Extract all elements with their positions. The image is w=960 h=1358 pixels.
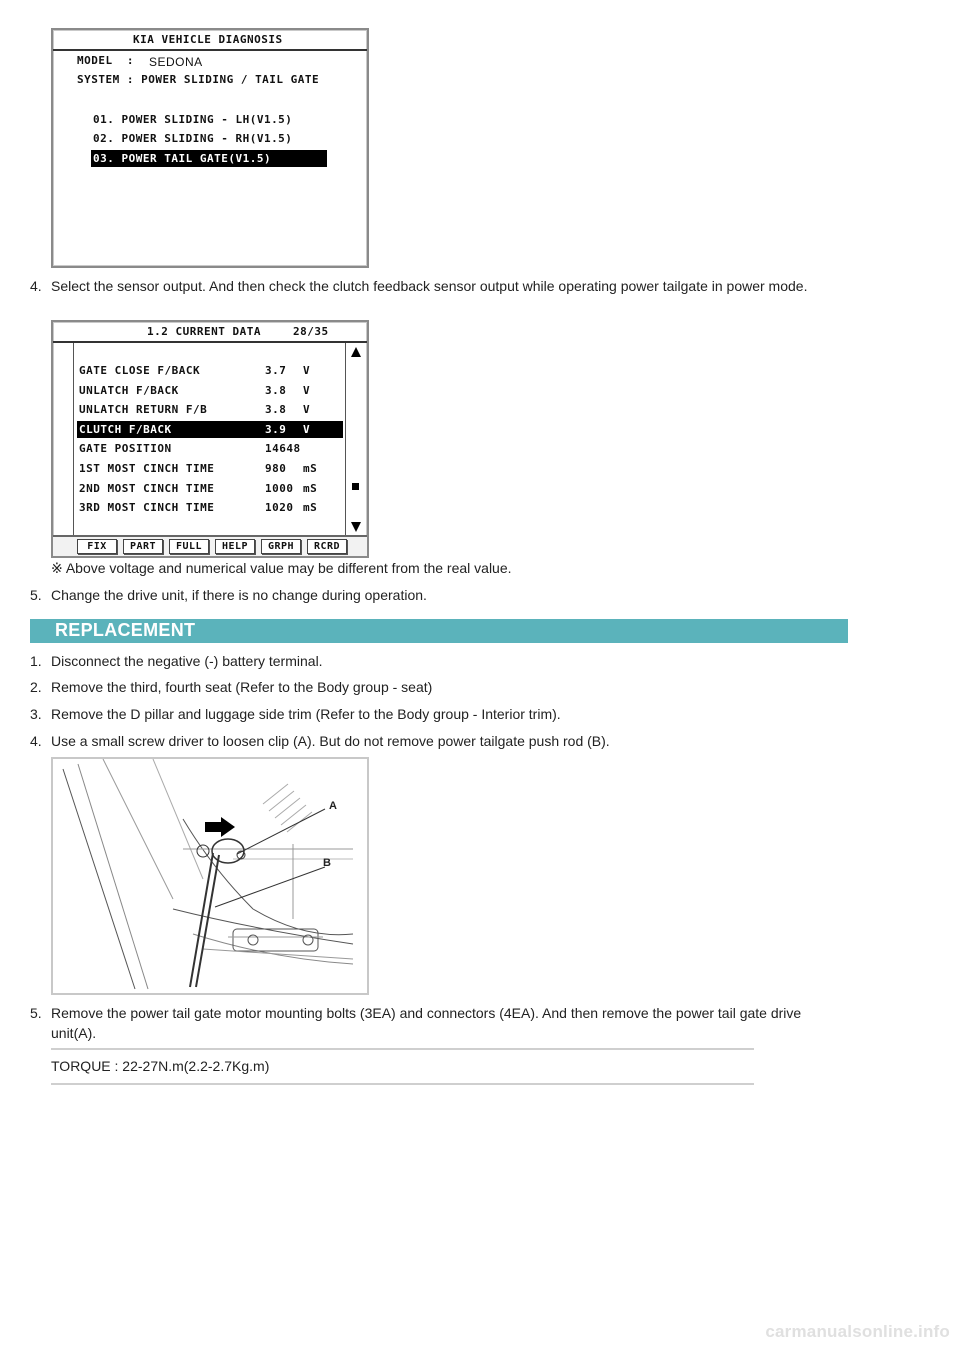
data-row-value: 1020	[265, 501, 294, 515]
step-number: 4.	[30, 733, 42, 749]
scrollbar[interactable]	[345, 343, 366, 536]
data-row-unit: V	[303, 383, 311, 397]
help-button[interactable]: HELP	[215, 539, 255, 554]
data-row-value: 14648	[265, 442, 301, 456]
section-title: REPLACEMENT	[55, 620, 196, 640]
data-row-name: UNLATCH RETURN F/B	[79, 403, 208, 417]
replacement-step-5	[0, 1003, 960, 1043]
rcrd-button[interactable]: RCRD	[307, 539, 347, 554]
replacement-step-4	[0, 731, 960, 751]
diagnosis-screen-header	[53, 30, 367, 51]
scroll-down-icon[interactable]	[351, 522, 361, 532]
data-row-name: CLUTCH F/BACK	[79, 422, 172, 436]
step-4	[0, 276, 960, 316]
data-row-unit: V	[303, 422, 311, 436]
system-label: SYSTEM : POWER SLIDING / TAIL GATE	[77, 73, 320, 86]
system-item-selected[interactable]	[91, 150, 327, 167]
step-text: Disconnect the negative (-) battery terminal.	[51, 653, 323, 669]
step-5	[0, 585, 960, 605]
label-b: B	[323, 857, 331, 869]
system-item-label: 03. POWER TAIL GATE(V1.5)	[93, 152, 272, 165]
replacement-step-1	[0, 651, 960, 671]
step-number: 3.	[30, 706, 42, 722]
data-row-name: GATE CLOSE F/BACK	[79, 364, 201, 377]
step-number: 5.	[30, 1005, 42, 1021]
part-button[interactable]: PART	[123, 539, 163, 554]
current-data-title: 1.2 CURRENT DATA	[147, 325, 261, 338]
data-row-value: 3.8	[265, 383, 287, 397]
step-text: Select the sensor output. And then check the clutch feedback sensor output while operating power tailgate in power mode.	[51, 278, 808, 294]
diagnosis-screen	[51, 28, 369, 268]
step-number: 4.	[30, 278, 42, 294]
system-item-label: 01. POWER SLIDING - LH(V1.5)	[93, 113, 293, 126]
torque-spec	[51, 1048, 754, 1084]
data-row-unit: V	[303, 364, 311, 377]
data-row-selected[interactable]	[77, 421, 343, 438]
scroll-thumb[interactable]	[352, 483, 359, 490]
data-row-name: GATE POSITION	[79, 442, 172, 456]
section-header-replacement	[30, 619, 848, 643]
data-row-unit: mS	[303, 481, 318, 495]
step-number: 5.	[30, 587, 42, 603]
system-item-label: 02. POWER SLIDING - RH(V1.5)	[93, 132, 293, 145]
data-row-name: 3RD MOST CINCH TIME	[79, 501, 215, 515]
step-text: Use a small screw driver to loosen clip (A). But do not remove power tailgate push rod (B).	[51, 733, 610, 749]
fix-button[interactable]: FIX	[77, 539, 117, 554]
model-value: SEDONA	[149, 55, 203, 69]
system-item[interactable]	[91, 130, 327, 147]
data-row[interactable]	[77, 401, 343, 418]
data-row-unit: V	[303, 403, 311, 417]
data-row-value: 980	[265, 462, 287, 475]
label-a: A	[329, 800, 337, 812]
data-row-value: 3.9	[265, 422, 287, 436]
grph-button[interactable]: GRPH	[261, 539, 301, 554]
step-text: Remove the third, fourth seat (Refer to the Body group - seat)	[51, 679, 433, 695]
data-row-value: 1000	[265, 481, 294, 495]
diagnosis-screen-title: KIA VEHICLE DIAGNOSIS	[133, 33, 283, 46]
torque-value: TORQUE : 22-27N.m(2.2-2.7Kg.m)	[51, 1058, 270, 1074]
data-row[interactable]	[77, 480, 343, 497]
function-button-bar	[53, 535, 367, 556]
site-watermark: carmanualsonline.info	[765, 1322, 950, 1341]
system-item[interactable]	[91, 111, 327, 128]
data-row[interactable]	[77, 499, 343, 516]
left-gutter	[53, 343, 74, 536]
current-data-page: 28/35	[293, 325, 329, 338]
tailgate-push-rod-figure	[51, 757, 369, 995]
note: ※ Above voltage and numerical value may be different from the real value.	[51, 560, 512, 576]
data-row[interactable]	[77, 362, 343, 379]
replacement-step-2	[0, 677, 960, 697]
data-row-unit: mS	[303, 501, 318, 515]
torque-top-rule	[51, 1048, 754, 1050]
step-number: 1.	[30, 653, 42, 669]
data-row[interactable]	[77, 440, 343, 457]
push-rod-illustration	[53, 759, 367, 993]
torque-bottom-rule	[51, 1083, 754, 1085]
data-row-name: 2ND MOST CINCH TIME	[79, 481, 215, 495]
current-data-screen	[51, 320, 369, 558]
data-row-unit: mS	[303, 462, 318, 475]
data-row-value: 3.7	[265, 364, 287, 377]
data-row-value: 3.8	[265, 403, 287, 417]
scroll-up-icon[interactable]	[351, 347, 361, 357]
step-text: Remove the D pillar and luggage side trim (Refer to the Body group - Interior trim).	[51, 706, 561, 722]
full-button[interactable]: FULL	[169, 539, 209, 554]
replacement-step-3	[0, 704, 960, 724]
data-row-name: UNLATCH F/BACK	[79, 383, 179, 397]
step-text: Remove the power tail gate motor mounting bolts (3EA) and connectors (4EA). And then remove the power tail gate drive unit(A).	[51, 1005, 802, 1041]
current-data-header	[53, 322, 367, 343]
model-label: MODEL :	[77, 54, 134, 67]
data-row-name: 1ST MOST CINCH TIME	[79, 462, 215, 475]
step-number: 2.	[30, 679, 42, 695]
data-row[interactable]	[77, 460, 343, 477]
data-row[interactable]	[77, 382, 343, 399]
step-text: Change the drive unit, if there is no change during operation.	[51, 587, 427, 603]
